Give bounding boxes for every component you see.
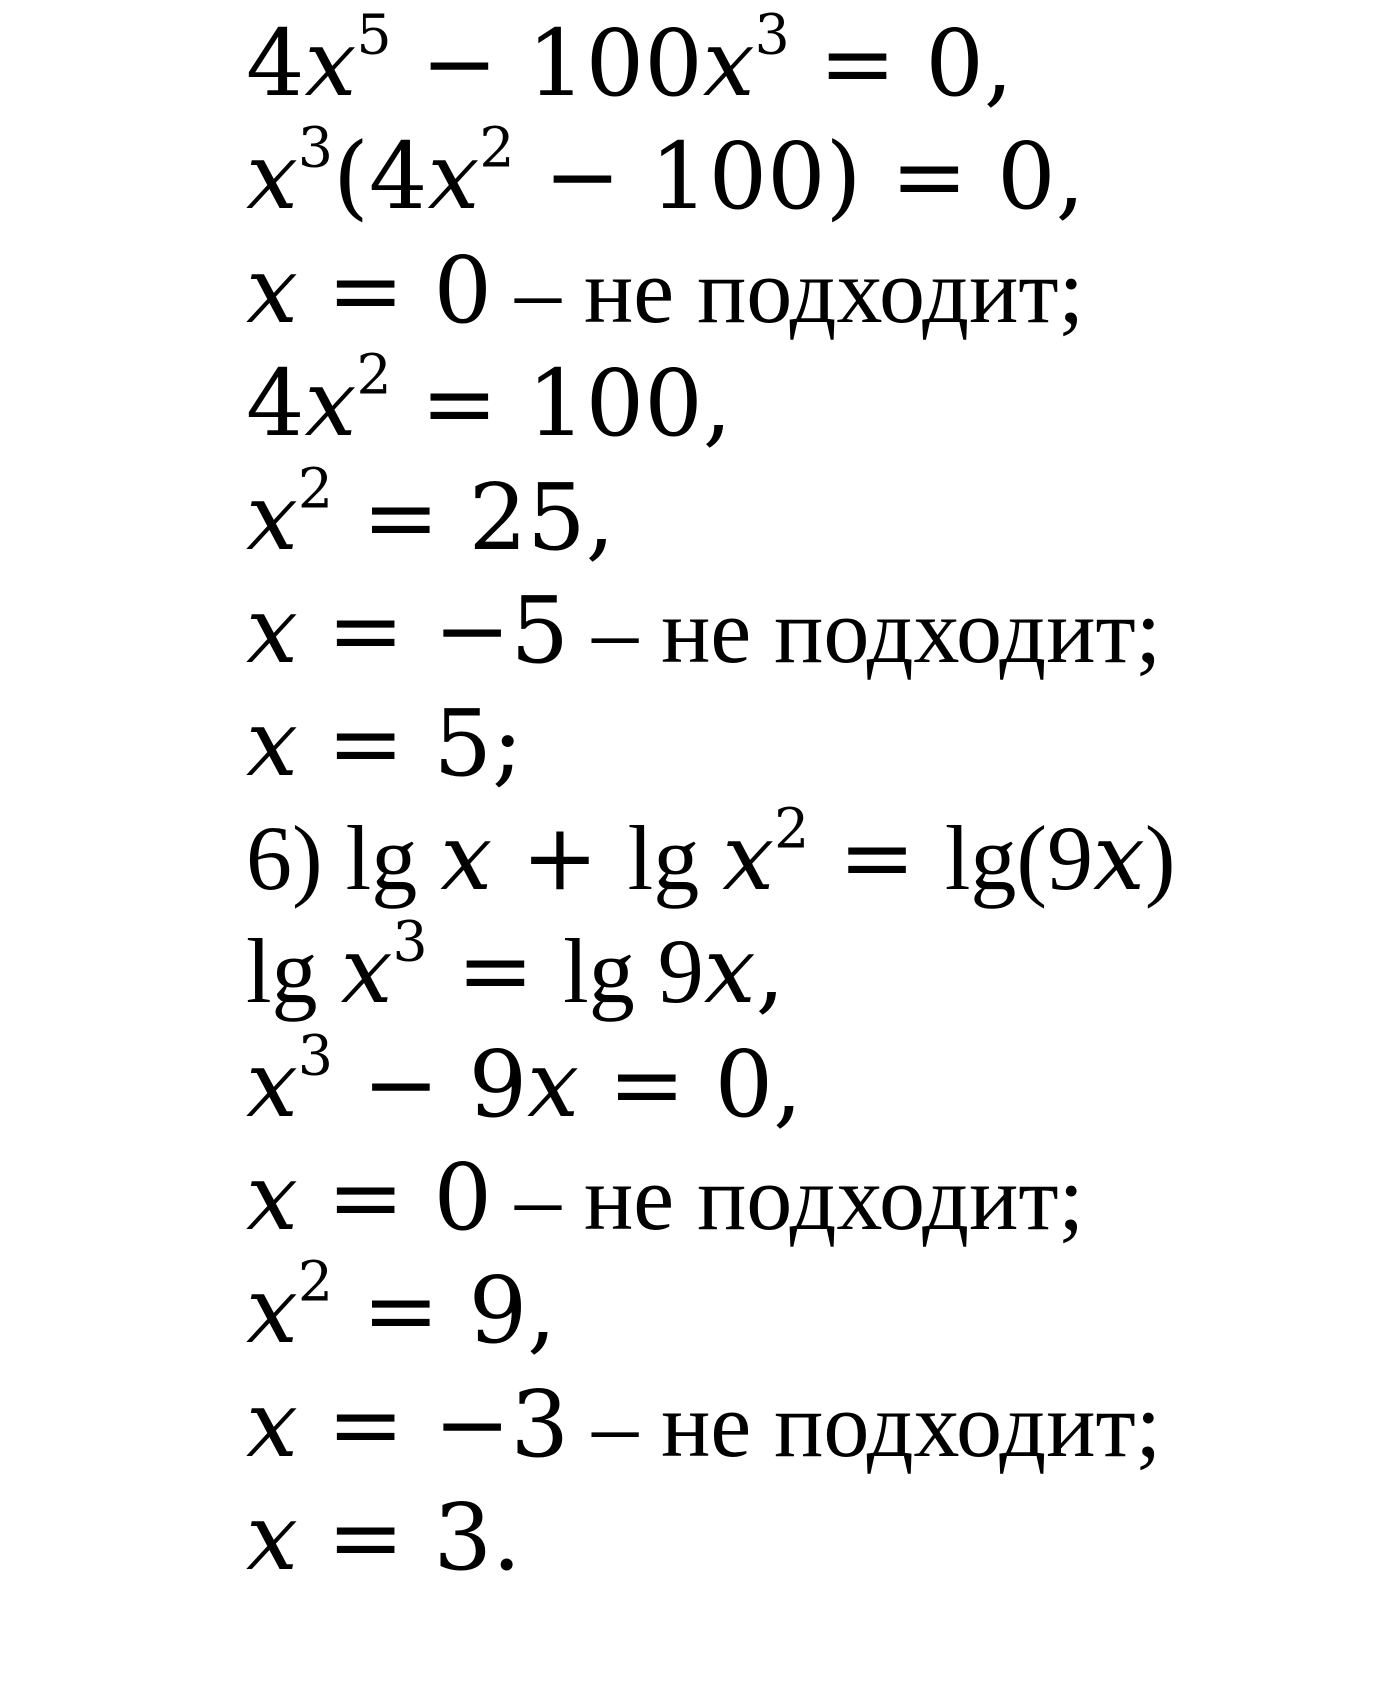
math-text: lg 9 bbox=[563, 920, 704, 1023]
math-text: − 9 bbox=[333, 1030, 528, 1138]
math-variable: x bbox=[440, 803, 493, 911]
solution-line bbox=[246, 3, 1014, 118]
solution-line bbox=[246, 577, 1162, 685]
math-variable: x bbox=[246, 123, 298, 231]
math-text: = bbox=[427, 917, 564, 1025]
math-text: ) bbox=[1144, 806, 1176, 909]
exponent: 3 bbox=[297, 1024, 334, 1089]
exponent: 3 bbox=[754, 3, 790, 68]
math-text: = 0, bbox=[789, 10, 1014, 117]
exponent: 5 bbox=[356, 3, 392, 68]
math-text: (4 bbox=[333, 123, 428, 231]
math-variable: x bbox=[246, 1257, 298, 1365]
exponent: 3 bbox=[392, 910, 428, 975]
math-text: lg(9 bbox=[944, 806, 1094, 909]
solution-line bbox=[246, 1024, 803, 1139]
math-text: – не подходит; bbox=[492, 239, 1085, 342]
math-text: 4 bbox=[246, 350, 305, 458]
math-variable: x bbox=[246, 690, 298, 798]
math-variable: x bbox=[340, 917, 393, 1025]
math-variable: x bbox=[246, 577, 298, 684]
math-variable: x bbox=[304, 10, 357, 117]
math-text: 4 bbox=[246, 10, 305, 117]
math-text: – не подходит; bbox=[492, 1147, 1085, 1249]
math-text: lg bbox=[627, 806, 723, 909]
math-variable: x bbox=[246, 463, 298, 571]
math-variable: x bbox=[246, 236, 298, 344]
math-text: = 5; bbox=[297, 690, 523, 798]
solution-line bbox=[246, 690, 523, 798]
solution-line bbox=[246, 1370, 1162, 1479]
exponent: 2 bbox=[774, 797, 810, 862]
math-text: , bbox=[755, 917, 785, 1025]
math-variable: x bbox=[722, 803, 775, 911]
math-text: = −3 bbox=[297, 1370, 570, 1478]
math-text: = 9, bbox=[333, 1257, 557, 1365]
math-variable: x bbox=[246, 1030, 298, 1138]
math-text: = 25, bbox=[333, 463, 615, 571]
exponent: 2 bbox=[479, 117, 515, 181]
math-text: = 0 bbox=[297, 236, 492, 344]
math-text: − 100) = 0, bbox=[514, 123, 1085, 231]
solution-line bbox=[246, 343, 732, 458]
math-variable: x bbox=[304, 350, 357, 458]
math-text: lg bbox=[246, 920, 341, 1023]
math-variable: x bbox=[703, 917, 756, 1025]
math-text: = bbox=[809, 803, 945, 911]
math-variable: x bbox=[246, 1370, 298, 1478]
math-text: − 100 bbox=[391, 10, 703, 117]
solution-line bbox=[246, 1251, 557, 1365]
solution-line bbox=[246, 797, 1176, 912]
exponent: 2 bbox=[297, 1251, 334, 1315]
math-text: = 100, bbox=[391, 350, 732, 458]
math-variable: x bbox=[246, 1144, 298, 1251]
math-variable: x bbox=[527, 1030, 580, 1138]
math-variable: x bbox=[246, 1484, 298, 1592]
solution-line bbox=[246, 1144, 1085, 1252]
math-variable: x bbox=[1093, 803, 1145, 911]
math-text: = 0 bbox=[297, 1144, 492, 1251]
solution-line bbox=[246, 1484, 522, 1592]
solution-line bbox=[246, 910, 785, 1025]
math-text: + bbox=[492, 803, 628, 911]
solution-line bbox=[246, 236, 1085, 345]
math-text: 6) lg bbox=[246, 806, 441, 909]
exponent: 2 bbox=[297, 457, 334, 522]
exponent: 2 bbox=[356, 343, 392, 408]
solution-line bbox=[246, 457, 615, 572]
math-text: – не подходит; bbox=[569, 1373, 1162, 1476]
exponent: 3 bbox=[297, 117, 334, 181]
math-text: = 0, bbox=[579, 1030, 803, 1138]
math-text: = 3. bbox=[297, 1484, 522, 1592]
solution-line bbox=[246, 117, 1085, 231]
math-text: – не подходит; bbox=[569, 580, 1162, 682]
math-variable: x bbox=[702, 10, 755, 117]
math-variable: x bbox=[427, 123, 480, 231]
math-text: = −5 bbox=[297, 577, 570, 684]
